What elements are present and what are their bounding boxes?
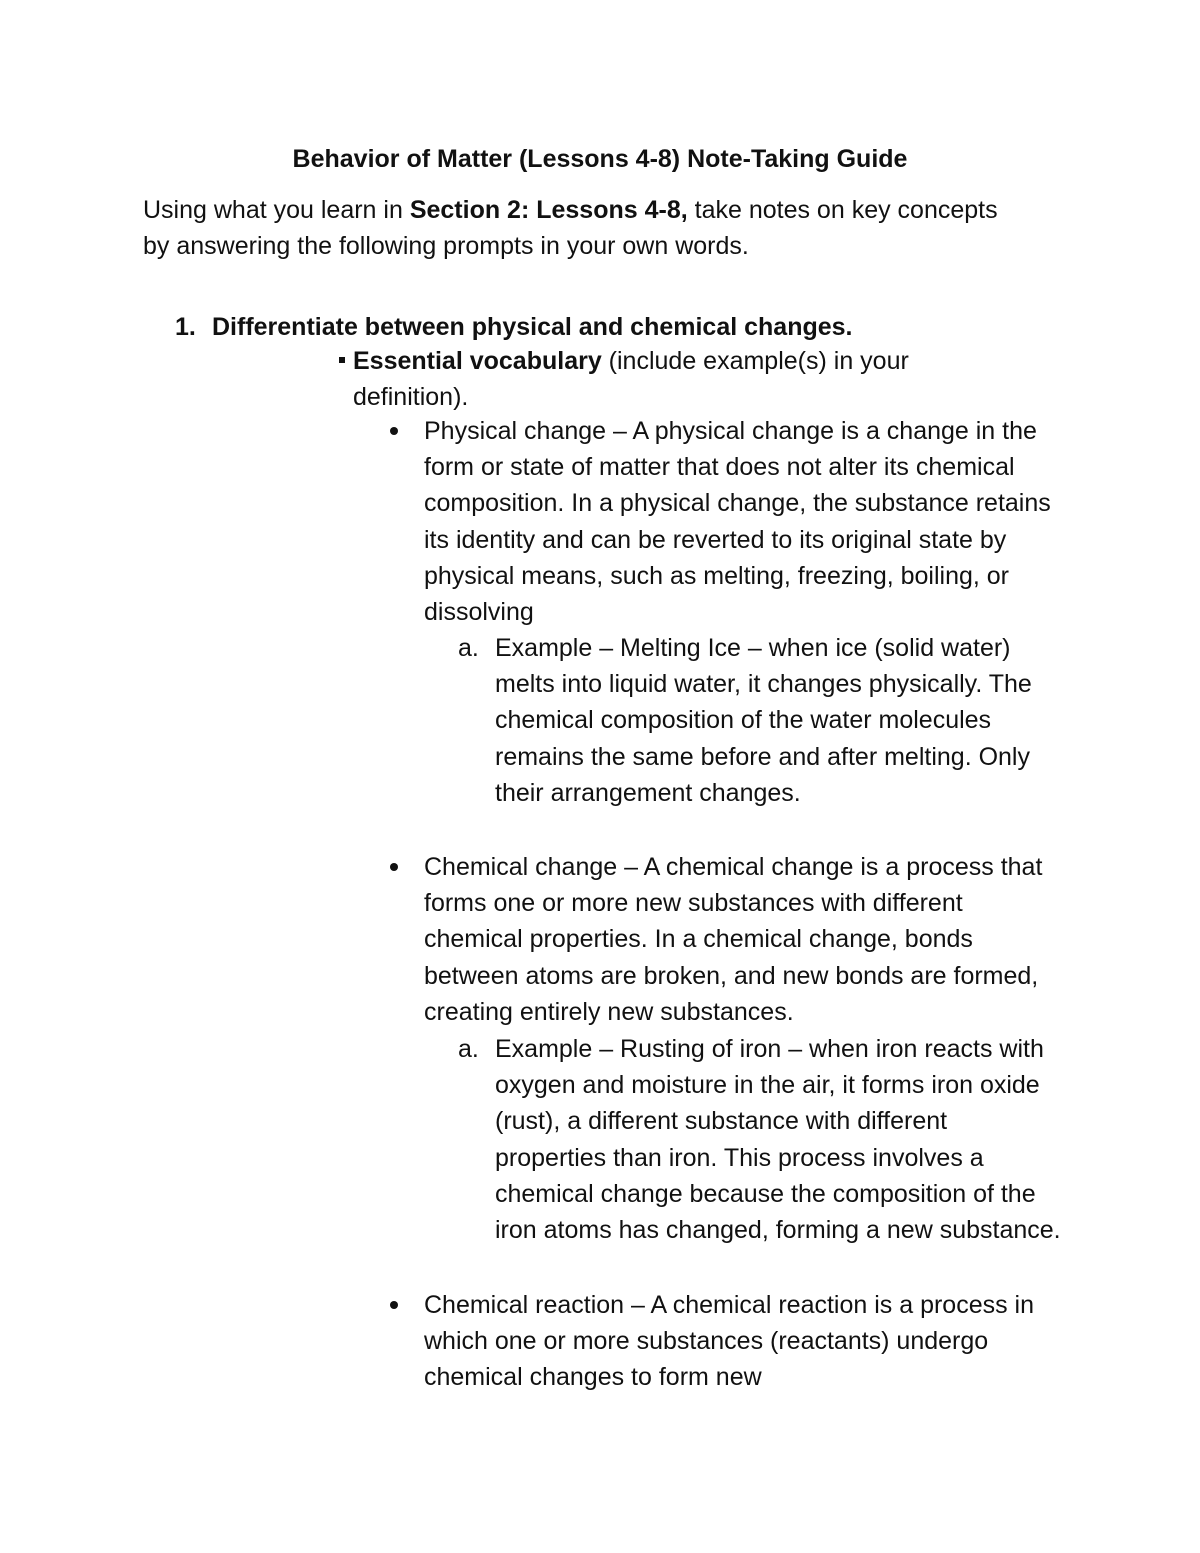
- definition-text: Physical change – A physical change is a change in the form or state of matter that does not alter its chemical composition. In a physical change, the substance retains its identity and can be reverted to its original state by physical means, such as melting, freezing, boiling, or dissolving: [424, 417, 1051, 627]
- bullet-icon: [390, 1301, 398, 1309]
- example-text: Example – Rusting of iron – when iron reacts with oxygen and moisture in the air, it forms iron oxide (rust), a different substance with different properties than iron. This process involves a chemical change because the composition of the iron atoms has changed, forming a new substance.: [495, 1035, 1061, 1245]
- vocab-instruction-text: (include example(s) in your definition).: [353, 347, 909, 411]
- definition-text: Chemical reaction – A chemical reaction is a process in which one or more substances (reactants) undergo chemical changes to form new: [424, 1291, 1035, 1392]
- question-number: 1.: [175, 313, 196, 341]
- bullet-icon: [390, 427, 398, 435]
- intro-text-end: take notes on key concepts by answering the following prompts in your own words.: [143, 196, 998, 260]
- intro-paragraph: [143, 192, 1003, 264]
- square-bullet-icon: [339, 357, 345, 363]
- example-physical-change: [458, 630, 1065, 811]
- bullet-icon: [390, 863, 398, 871]
- vocab-instruction: [353, 343, 993, 415]
- intro-section-reference: Section 2: Lessons 4-8,: [409, 196, 688, 224]
- example-chemical-change: [458, 1031, 1065, 1248]
- question-text: Differentiate between physical and chemical changes.: [212, 313, 853, 341]
- definition-chemical-reaction: [424, 1287, 1064, 1396]
- example-letter: a.: [458, 1035, 479, 1063]
- intro-text-start: Using what you learn in: [143, 196, 410, 224]
- question-1: [175, 309, 1075, 345]
- definition-text: Chemical change – A chemical change is a process that forms one or more new substances with different chemical properties. In a chemical change, bonds between atoms are broken, and new bonds are formed, creating entirely new substances.: [424, 853, 1043, 1026]
- definition-physical-change: [424, 413, 1064, 630]
- example-letter: a.: [458, 634, 479, 662]
- definition-chemical-change: [424, 849, 1064, 1030]
- example-text: Example – Melting Ice – when ice (solid water) melts into liquid water, it changes physically. The chemical composition of the water molecules remains the same before and after melting. Only their arrangement changes.: [495, 634, 1032, 807]
- page-title: Behavior of Matter (Lessons 4-8) Note-Taking Guide: [292, 145, 908, 173]
- vocab-heading: Essential vocabulary: [353, 347, 602, 375]
